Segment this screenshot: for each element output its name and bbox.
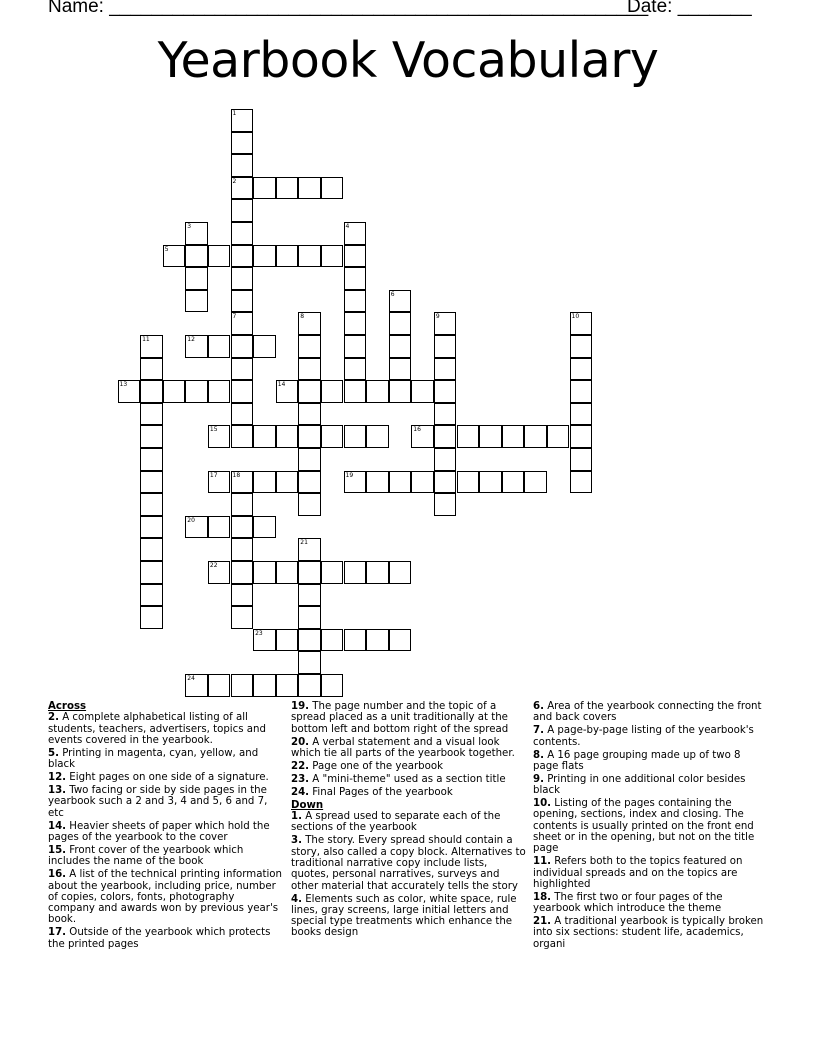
grid-cell[interactable]	[276, 674, 299, 697]
clue-number: 11	[142, 336, 150, 343]
grid-cell[interactable]	[434, 448, 457, 471]
grid-cell[interactable]	[231, 132, 254, 155]
clue-item	[48, 869, 284, 925]
clue-number: 24	[187, 675, 195, 682]
grid-cell[interactable]	[389, 380, 412, 403]
across-clue-list-continued	[291, 701, 527, 798]
grid-cell[interactable]	[434, 380, 457, 403]
clue-item-text: A traditional yearbook is typically broken into six sections: student life, academics, organi	[533, 916, 764, 950]
grid-cell[interactable]	[231, 516, 254, 539]
grid-cell[interactable]	[185, 245, 208, 268]
grid-cell[interactable]	[321, 380, 344, 403]
grid-cell[interactable]	[298, 380, 321, 403]
grid-cell[interactable]	[253, 425, 276, 448]
grid-cell[interactable]	[185, 290, 208, 313]
grid-cell[interactable]	[479, 471, 502, 494]
clue-item	[48, 845, 284, 868]
grid-cell[interactable]	[298, 177, 321, 200]
clue-item-text: Two facing or side by side pages in the yearbook such a 2 and 3, 4 and 5, 6 and 7, etc	[48, 785, 268, 819]
grid-cell[interactable]	[389, 629, 412, 652]
grid-cell[interactable]	[389, 358, 412, 381]
grid-cell[interactable]	[140, 561, 163, 584]
grid-cell[interactable]	[276, 629, 299, 652]
grid-cell[interactable]	[231, 154, 254, 177]
grid-cell[interactable]	[298, 493, 321, 516]
clue-item-number: 4.	[291, 893, 302, 905]
clue-item	[533, 725, 769, 748]
clue-item-number: 19.	[291, 701, 310, 712]
clue-item	[533, 750, 769, 773]
grid-cell[interactable]	[366, 561, 389, 584]
clue-number: 8	[300, 313, 305, 321]
grid-cell[interactable]	[208, 516, 231, 539]
clue-item-number: 13.	[48, 785, 67, 797]
grid-cell[interactable]	[321, 177, 344, 200]
clue-item-text: Final Pages of the yearbook	[309, 786, 453, 798]
grid-cell[interactable]	[344, 335, 367, 358]
clue-item-text: Elements such as color, white space, rule lines, gray screens, large initial letters and special type treatments which enhance the books design	[291, 893, 517, 939]
grid-cell[interactable]	[344, 267, 367, 290]
grid-cell[interactable]	[298, 335, 321, 358]
clue-number: 4	[345, 223, 350, 230]
grid-cell[interactable]	[140, 493, 163, 516]
clue-item	[291, 787, 527, 798]
grid-cell[interactable]	[524, 471, 547, 494]
clue-item-number: 20.	[291, 736, 310, 748]
grid-cell[interactable]	[140, 584, 163, 607]
grid-cell[interactable]	[570, 403, 593, 426]
grid-cell[interactable]	[298, 629, 321, 652]
clue-item-text: A verbal statement and a visual look which tie all parts of the yearbook together.	[291, 736, 515, 759]
clue-item	[533, 774, 769, 797]
clue-item-text: The first two or four pages of the yearbook which introduce the theme	[533, 891, 723, 915]
grid-cell[interactable]	[298, 245, 321, 268]
grid-cell[interactable]	[344, 290, 367, 313]
grid-cell[interactable]	[276, 425, 299, 448]
grid-cell[interactable]	[185, 380, 208, 403]
grid-cell[interactable]	[457, 425, 480, 448]
clue-item-number: 21.	[533, 916, 552, 928]
clue-number: 7	[232, 313, 237, 321]
grid-cell[interactable]	[570, 425, 593, 448]
grid-cell[interactable]	[253, 335, 276, 358]
grid-cell[interactable]	[298, 448, 321, 471]
grid-cell[interactable]	[276, 177, 299, 200]
grid-cell[interactable]	[253, 561, 276, 584]
clue-number: 17	[209, 471, 218, 479]
grid-cell[interactable]	[140, 516, 163, 539]
grid-cell[interactable]	[389, 335, 412, 358]
clue-item-text: Refers both to the topics featured on individual spreads and on the topics are highlighted	[533, 856, 743, 890]
clue-number: 9	[435, 313, 440, 321]
clue-item-text: The page number and the topic of a spread placed as a unit traditionally at the bottom left and bottom right of the spread	[291, 701, 509, 735]
clue-item	[533, 798, 769, 854]
clue-item-text: The story. Every spread should contain a story, also called a copy block. Alternatives to traditional narrative copy include lists, quotes, personal narratives, surveys and other material that accurately tells the story	[291, 835, 526, 892]
grid-cell[interactable]	[231, 358, 254, 381]
grid-cell[interactable]	[163, 380, 186, 403]
down-clue-list-continued	[533, 701, 769, 950]
clue-item-text: Heavier sheets of paper which hold the pages of the yearbook to the cover	[48, 820, 270, 844]
grid-cell[interactable]	[321, 245, 344, 268]
clue-item-text: Listing of the pages containing the opening, sections, index and closing. The contents is usually printed on the front end sheet or in the opening, but not on the title page	[533, 798, 755, 855]
clue-item-number: 2.	[48, 712, 59, 724]
grid-cell[interactable]	[140, 448, 163, 471]
grid-cell[interactable]	[253, 516, 276, 539]
clue-item-text: A complete alphabetical listing of all students, teachers, advertisers, topics and events covered in the yearbook.	[48, 712, 266, 746]
clue-number: 5	[164, 245, 169, 253]
clue-item	[533, 701, 769, 724]
grid-cell[interactable]	[231, 584, 254, 607]
grid-cell[interactable]	[253, 177, 276, 200]
grid-cell[interactable]	[344, 358, 367, 381]
grid-cell[interactable]	[276, 245, 299, 268]
clue-item	[291, 811, 527, 834]
grid-cell[interactable]	[298, 403, 321, 426]
grid-cell[interactable]	[366, 425, 389, 448]
grid-cell[interactable]	[140, 358, 163, 381]
clue-item-text: Printing in magenta, cyan, yellow, and black	[48, 747, 259, 771]
grid-cell[interactable]	[253, 471, 276, 494]
clue-item	[48, 712, 284, 746]
clues-column-3	[533, 701, 769, 952]
clue-item-text: Eight pages on one side of a signature.	[66, 772, 269, 784]
grid-cell[interactable]	[547, 425, 570, 448]
clues-column-2	[291, 701, 527, 940]
page-title: Yearbook Vocabulary	[157, 32, 659, 89]
clue-item-number: 12.	[48, 772, 67, 784]
grid-cell[interactable]	[231, 561, 254, 584]
grid-cell[interactable]	[231, 199, 254, 222]
date-field-label: Date: _______	[627, 0, 752, 17]
clue-item-number: 17.	[48, 927, 67, 939]
clue-item-number: 5.	[48, 747, 59, 759]
grid-cell[interactable]	[411, 471, 434, 494]
grid-cell[interactable]	[344, 245, 367, 268]
grid-cell[interactable]	[140, 471, 163, 494]
grid-cell[interactable]	[298, 471, 321, 494]
grid-cell[interactable]	[434, 358, 457, 381]
grid-cell[interactable]	[298, 584, 321, 607]
grid-cell[interactable]	[208, 335, 231, 358]
clue-item-number: 16.	[48, 869, 67, 881]
grid-cell[interactable]	[231, 538, 254, 561]
grid-cell[interactable]	[298, 606, 321, 629]
grid-cell[interactable]	[140, 538, 163, 561]
grid-cell[interactable]	[570, 380, 593, 403]
down-clue-list	[291, 811, 527, 939]
clue-item	[48, 927, 284, 950]
grid-cell[interactable]	[231, 425, 254, 448]
clue-item-number: 15.	[48, 845, 67, 856]
clue-item	[291, 835, 527, 891]
clue-item	[48, 785, 284, 819]
name-field-label: Name: ___________________________________________________	[48, 0, 649, 17]
grid-cell[interactable]	[366, 471, 389, 494]
clue-number: 20	[187, 516, 195, 524]
clue-number: 10	[571, 313, 580, 321]
clue-item	[533, 856, 769, 890]
grid-cell[interactable]	[276, 471, 299, 494]
clue-item-text: A 16 page grouping made up of two 8 page flats	[533, 749, 741, 772]
clue-item	[48, 772, 284, 783]
clue-item-number: 7.	[533, 725, 544, 737]
clue-item-number: 1.	[291, 811, 302, 823]
grid-cell[interactable]	[140, 403, 163, 426]
grid-cell[interactable]	[366, 629, 389, 652]
clue-item	[291, 701, 527, 735]
grid-cell[interactable]	[253, 674, 276, 697]
grid-cell[interactable]	[434, 425, 457, 448]
clue-item-text: Printing in one additional color besides black	[533, 773, 746, 797]
grid-cell[interactable]	[140, 606, 163, 629]
grid-cell[interactable]	[298, 425, 321, 448]
grid-cell[interactable]	[321, 674, 344, 697]
clue-item	[291, 761, 527, 772]
grid-cell[interactable]	[231, 222, 254, 245]
grid-cell[interactable]	[140, 425, 163, 448]
grid-cell[interactable]	[298, 674, 321, 697]
grid-cell[interactable]	[366, 380, 389, 403]
grid-cell[interactable]	[253, 245, 276, 268]
grid-cell[interactable]	[140, 380, 163, 403]
grid-cell[interactable]	[298, 358, 321, 381]
clue-item-text: A "mini-theme" used as a section title	[309, 773, 506, 785]
clue-item-text: A page-by-page listing of the yearbook's contents.	[533, 725, 754, 748]
clue-item-number: 8.	[533, 749, 544, 761]
grid-cell[interactable]	[231, 493, 254, 516]
grid-cell[interactable]	[208, 380, 231, 403]
clue-item-number: 10.	[533, 798, 552, 810]
grid-cell[interactable]	[434, 493, 457, 516]
clue-item	[291, 774, 527, 785]
clue-item-number: 24.	[291, 786, 310, 798]
grid-cell[interactable]	[231, 290, 254, 313]
grid-cell[interactable]	[231, 674, 254, 697]
clue-number: 3	[187, 223, 192, 230]
grid-cell[interactable]	[570, 358, 593, 381]
clue-item	[291, 737, 527, 760]
grid-cell[interactable]	[208, 674, 231, 697]
clue-number: 12	[187, 336, 195, 343]
clue-item-number: 22.	[291, 760, 310, 772]
clue-item-text: A spread used to separate each of the sections of the yearbook	[291, 811, 501, 834]
clue-item-text: Outside of the yearbook which protects the printed pages	[48, 927, 271, 950]
grid-cell[interactable]	[344, 380, 367, 403]
grid-cell[interactable]	[231, 403, 254, 426]
grid-cell[interactable]	[344, 425, 367, 448]
grid-cell[interactable]	[570, 335, 593, 358]
clue-item-text: Front cover of the yearbook which includes the name of the book	[48, 845, 244, 868]
grid-cell[interactable]	[208, 245, 231, 268]
clue-number: 14	[277, 381, 286, 389]
grid-cell[interactable]	[298, 561, 321, 584]
grid-cell[interactable]	[502, 471, 525, 494]
clue-item-number: 6.	[533, 701, 544, 712]
grid-cell[interactable]	[298, 651, 321, 674]
grid-cell[interactable]	[344, 312, 367, 335]
clue-item-number: 14.	[48, 820, 67, 832]
grid-cell[interactable]	[479, 425, 502, 448]
grid-cell[interactable]	[185, 267, 208, 290]
grid-cell[interactable]	[321, 629, 344, 652]
clue-item-number: 9.	[533, 773, 544, 785]
clue-item	[291, 894, 527, 939]
grid-cell[interactable]	[231, 606, 254, 629]
clue-item-number: 11.	[533, 856, 552, 868]
grid-cell[interactable]	[502, 425, 525, 448]
clue-item-text: Page one of the yearbook	[309, 760, 443, 772]
grid-cell[interactable]	[321, 561, 344, 584]
grid-cell[interactable]	[231, 245, 254, 268]
clues-column-1	[48, 701, 284, 952]
clue-number: 16	[413, 426, 421, 434]
grid-cell[interactable]	[457, 471, 480, 494]
clue-number: 23	[255, 629, 263, 637]
clue-number: 2	[232, 177, 237, 185]
grid-cell[interactable]	[321, 425, 344, 448]
grid-cell[interactable]	[524, 425, 547, 448]
grid-cell[interactable]	[389, 471, 412, 494]
grid-cell[interactable]	[434, 335, 457, 358]
across-heading: Across	[48, 701, 87, 712]
clue-number: 6	[390, 290, 395, 298]
clue-item-number: 18.	[533, 891, 552, 903]
grid-cell[interactable]	[570, 471, 593, 494]
grid-cell[interactable]	[344, 629, 367, 652]
grid-cell[interactable]	[231, 380, 254, 403]
clue-item-text: A list of the technical printing information about the yearbook, including price, number of copies, colors, fonts, photography company and awards won by previous year's book.	[48, 869, 282, 926]
clue-item-text: Area of the yearbook connecting the front and back covers	[533, 701, 762, 724]
clue-number: 22	[209, 562, 218, 569]
grid-cell[interactable]	[411, 380, 434, 403]
grid-cell[interactable]	[231, 335, 254, 358]
grid-cell[interactable]	[389, 312, 412, 335]
clue-number: 19	[345, 471, 354, 479]
grid-cell[interactable]	[344, 561, 367, 584]
clue-number: 1	[232, 110, 237, 117]
grid-cell[interactable]	[434, 403, 457, 426]
clue-item	[48, 821, 284, 844]
grid-cell[interactable]	[434, 471, 457, 494]
clue-item-number: 3.	[291, 835, 302, 847]
clue-number: 15	[209, 426, 218, 434]
clue-item-number: 23.	[291, 773, 310, 785]
clue-number: 18	[232, 471, 241, 479]
down-heading: Down	[291, 799, 324, 811]
grid-cell[interactable]	[231, 267, 254, 290]
clue-number: 21	[300, 539, 308, 547]
grid-cell[interactable]	[570, 448, 593, 471]
clue-item	[533, 892, 769, 915]
clue-item	[48, 748, 284, 771]
clue-number: 13	[119, 381, 128, 389]
clue-item	[533, 916, 769, 950]
grid-cell[interactable]	[276, 561, 299, 584]
across-clue-list	[48, 712, 284, 950]
grid-cell[interactable]	[389, 561, 412, 584]
